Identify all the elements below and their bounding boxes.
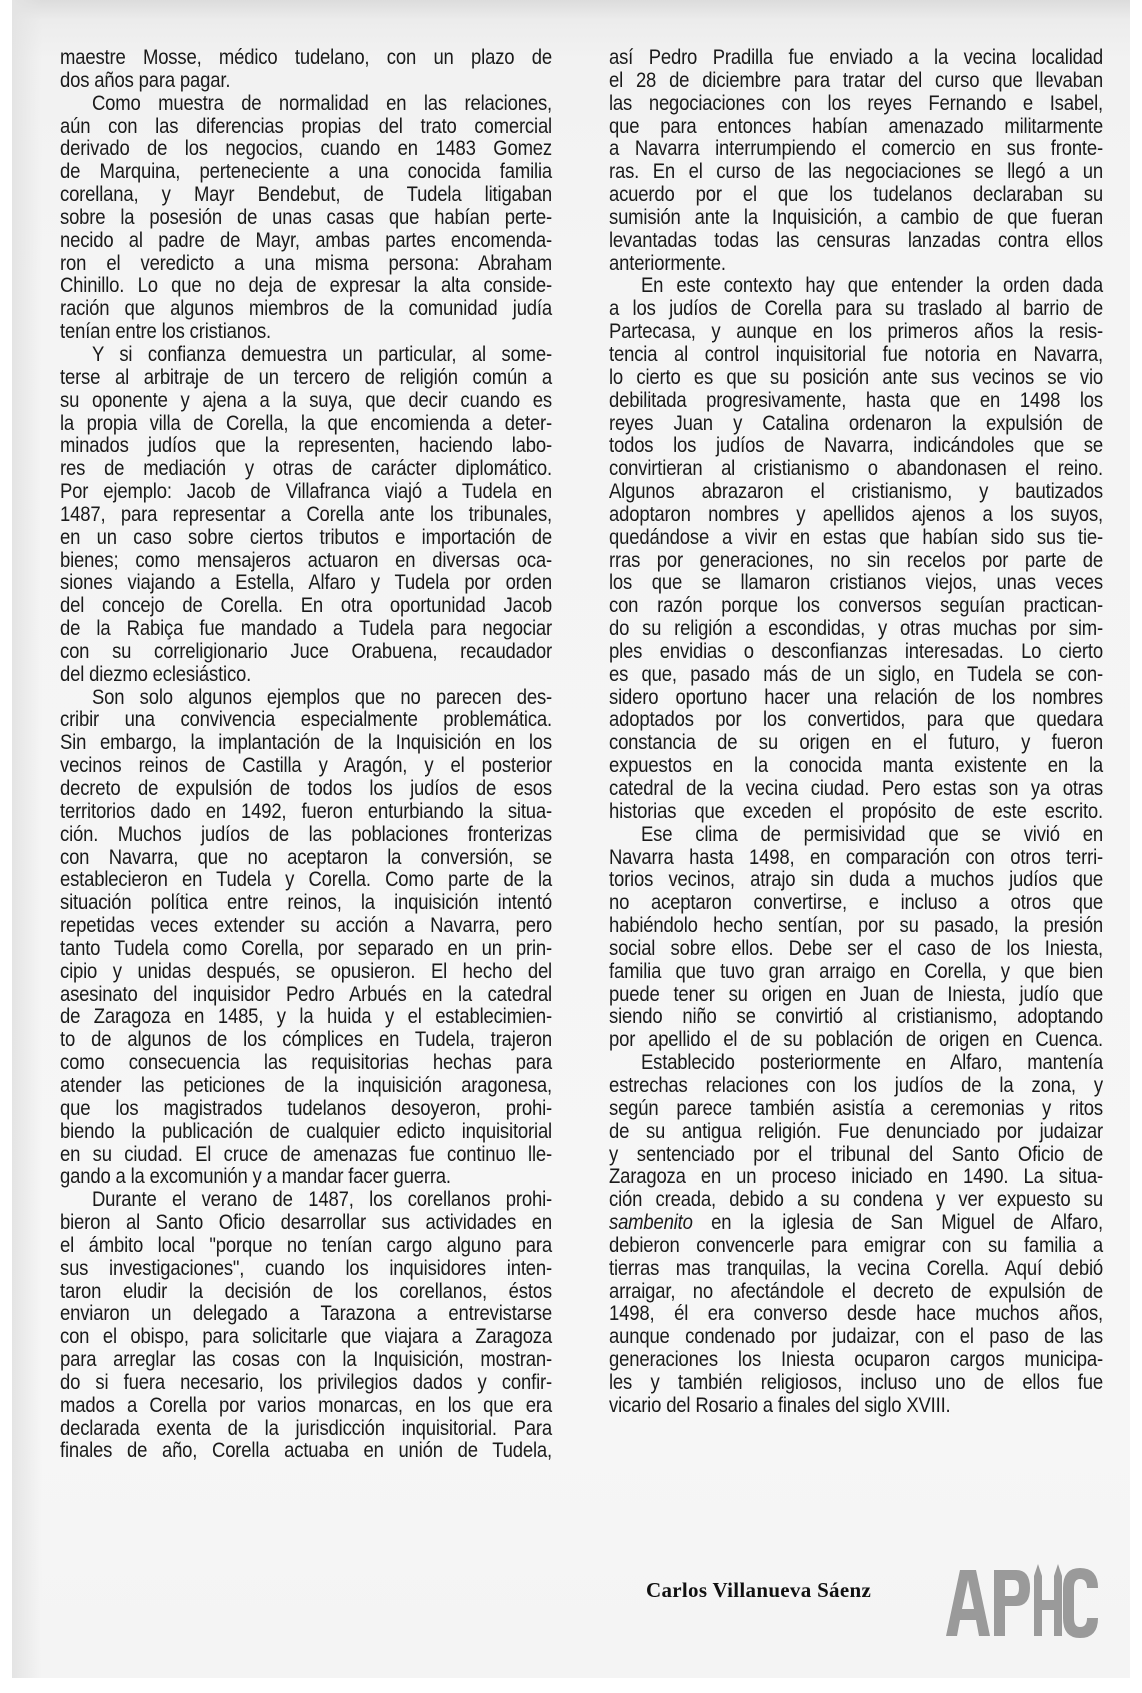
text-line: dos años para pagar. — [60, 67, 231, 92]
text-line: derivado de los negocios, cuando en 1483 Gomez — [60, 136, 553, 161]
text-line: el 28 de diciembre para tratar del curso que llevaban — [609, 67, 1104, 92]
text-line: arraigar, no afectándole el decreto de expulsión de — [609, 1278, 1103, 1303]
text-line: siendo niño se convirtió al cristianismo, adoptando — [609, 1004, 1104, 1029]
text-line: ración que algunos miembros de la comunidad judía — [60, 296, 553, 321]
aphc-logo — [942, 1562, 1102, 1642]
text-line: el ámbito local "porque no tenían cargo alguno para — [60, 1232, 553, 1257]
text-line: tenían entre los cristianos. — [60, 319, 272, 344]
text-line: así Pedro Pradilla fue enviado a la vecina localidad — [609, 45, 1103, 69]
text-line: ron el veredicto a una misma persona: Abraham — [60, 250, 553, 275]
text-line: tierras mas tranquilas, la vecina Corella. Aquí debió — [609, 1255, 1103, 1280]
text-line: ples envidias o desconfianzas interesadas. Lo cierto — [609, 638, 1104, 663]
text-line: asesinato del inquisidor Pedro Arbués en la catedral — [60, 981, 553, 1006]
text-line: sidero oportuno hacer una relación de los nombres — [609, 684, 1104, 709]
text-line: decreto de expulsión de todos los judíos de esos — [60, 776, 553, 800]
text-line: les y también religiosos, incluso uno de ellos fue — [609, 1369, 1104, 1394]
text-line: territorios dado en 1492, fueron enturbiando la situa- — [60, 798, 553, 823]
text-line: reyes Juan y Catalina ordenaron la expulsión de — [609, 410, 1103, 435]
text-line: generaciones los Iniesta ocuparon cargos municipa- — [609, 1347, 1104, 1372]
text-line: con el obispo, para solicitarle que viajara a Zaragoza — [60, 1324, 553, 1349]
text-line: tanto Tudela como Corella, por separado en un prin- — [60, 935, 553, 960]
text-line: puede tener su origen en Juan de Iniesta, judío que — [609, 981, 1104, 1006]
text-line: torios vecinos, atrajo sin duda a muchos judíos que — [609, 867, 1103, 892]
text-line: rras por generaciones, no sin recelos por parte de — [609, 547, 1104, 572]
text-line: las negociaciones con los reyes Fernando e Isabel, — [609, 90, 1104, 115]
text-line: aunque condenado por judaizar, con el paso de las — [609, 1324, 1104, 1349]
text-line: de su antigua religión. Fue denunciado por judaizar — [609, 1118, 1104, 1143]
text-line: ras. En el curso de las negociaciones se llegó a un — [609, 159, 1103, 184]
text-line: de Zaragoza en 1485, y la huida y el establecimien- — [60, 1004, 553, 1029]
text-line: con su correligionario Juce Orabuena, recaudador — [60, 638, 553, 663]
text-line: Sin embargo, la implantación de la Inquisición en los — [60, 730, 553, 755]
text-line: establecieron en Tudela y Corella. Como parte de la — [60, 867, 553, 892]
text-line: habiéndolo hecho sentían, por su pasado, la presión — [609, 913, 1104, 938]
text-line: Ese clima de permisividad que se vivió en — [641, 821, 1104, 846]
text-line: catedral de la vecina ciudad. Pero estas son ya otras — [609, 776, 1104, 800]
text-line: taron eludir la decisión de los corellanos, éstos — [60, 1278, 553, 1303]
text-line: res de mediación y otras de carácter diplomático. — [60, 456, 553, 481]
left-column — [60, 46, 552, 1462]
text-line: Chinillo. Lo que no deja de expresar la alta conside- — [60, 273, 553, 298]
text-line: ción creada, debido a su condena y ver expuesto su — [609, 1187, 1103, 1212]
logo-letters — [946, 1564, 1098, 1638]
text-line: que para entonces habían amenazado militarmente — [609, 113, 1104, 138]
text-line: quedándose a vivir en estas que habían sido sus tie- — [609, 524, 1103, 549]
text-line: a Navarra interrumpiendo el comercio en sus fronte- — [609, 136, 1104, 161]
text-line: con razón porque los conversos seguían practican- — [609, 593, 1103, 618]
text-line: no aceptaron convertirse, e incluso a otros que — [609, 890, 1104, 915]
text-line: siones viajando a Estella, Alfaro y Tudela por orden — [60, 570, 553, 595]
author-signature: Carlos Villanueva Sáenz — [646, 1578, 872, 1602]
text-line: del diezmo eclesiástico. — [60, 661, 252, 686]
text-line: convirtieran al cristianismo o abandonasen el reino. — [609, 456, 1103, 481]
text-line: todos los judíos de Navarra, indicándoles que se — [609, 433, 1104, 458]
text-line: lo cierto es que su posición ante sus vecinos se vio — [609, 364, 1104, 389]
text-line: terse al arbitraje de un tercero de religión común a — [60, 364, 553, 389]
text-line: sobre la posesión de unas casas que habían perte- — [60, 204, 552, 229]
text-line: do su religión a escondidas, y otras muchas por sim- — [609, 616, 1103, 641]
text-line: a los judíos de Corella para su traslado al barrio de — [609, 296, 1104, 321]
text-line: necido al padre de Mayr, ambas partes encomenda- — [60, 227, 553, 252]
text-line: Navarra hasta 1498, en comparación con otros terri- — [609, 844, 1104, 869]
text-line: para arreglar las cosas con la Inquisición, mostran- — [60, 1347, 553, 1372]
text-line: 1498, él era converso desde hace muchos años, — [609, 1301, 1104, 1326]
text-line: Durante el verano de 1487, los corellanos prohi- — [92, 1187, 553, 1212]
text-line: 1487, para representar a Corella ante los tribunales, — [60, 501, 553, 526]
text-line: Son solo algunos ejemplos que no parecen des- — [92, 684, 553, 709]
text-line: vicario del Rosario a finales del siglo XVIII. — [609, 1392, 951, 1417]
text-line: Algunos abrazaron el cristianismo, y bautizados — [609, 479, 1104, 504]
text-line: social sobre ellos. Debe ser el caso de los Iniesta, — [609, 935, 1104, 960]
text-line: atender las peticiones de la inquisición aragonesa, — [60, 1072, 553, 1097]
text-line: adoptados por los convertidos, para que quedara — [609, 707, 1104, 732]
text-line: acuerdo por el que los tudelanos declaraban su — [609, 182, 1104, 207]
text-line: vecinos reinos de Castilla y Aragón, y el posterior — [60, 753, 553, 778]
text-line: cribir una convivencia especialmente problemática. — [60, 707, 553, 732]
text-line: de Marquina, perteneciente a una conocida familia — [60, 159, 553, 184]
text-line: adoptaron nombres y apellidos ajenos a los suyos, — [609, 501, 1103, 526]
text-line: mados a Corella por varios monarcas, en los que era — [60, 1392, 553, 1417]
text-line: declarada exenta de la jurisdicción inquisitorial. Para — [60, 1415, 553, 1440]
text-line: del concejo de Corella. En otra oportunidad Jacob — [60, 593, 553, 618]
text-line: estrechas relaciones con los judíos de la zona, y — [609, 1072, 1104, 1097]
text-line: los que se llamaron cristianos viejos, unas veces — [609, 570, 1103, 595]
text-line: to de algunos de los cómplices en Tudela, trajeron — [60, 1027, 553, 1052]
text-line: Por ejemplo: Jacob de Villafranca viajó a Tudela en — [60, 479, 553, 504]
text-line: finales de año, Corella actuaba en unión de Tudela, — [60, 1438, 553, 1463]
text-line: es que, pasado más de un siglo, en Tudela se con- — [609, 661, 1103, 686]
text-line: Zaragoza en un proceso iniciado en 1490. La situa- — [609, 1164, 1103, 1189]
text-line: y sentenciado por el tribunal del Santo Oficio de — [609, 1141, 1104, 1166]
text-line: Partecasa, y aunque en los primeros años la resis- — [609, 319, 1104, 344]
text-line: por apellido el de su población de origen en Cuenca. — [609, 1027, 1103, 1052]
text-line: gando a la excomunión y a mandar facer guerra. — [60, 1164, 451, 1189]
text-line: historias que exceden el propósito de este escrito. — [609, 798, 1103, 823]
text-line: maestre Mosse, médico tudelano, con un plazo de — [60, 45, 553, 69]
text-line: según parece también asistía a ceremonias y ritos — [609, 1095, 1104, 1120]
text-line: debilitada progresivamente, hasta que en 1498 los — [609, 387, 1103, 412]
text-line: Como muestra de normalidad en las relaciones, — [92, 90, 553, 115]
text-line: constancia de su origen en el futuro, y fueron — [609, 730, 1104, 755]
text-line: en su ciudad. El cruce de amenazas fue continuo lle- — [60, 1141, 553, 1166]
text-line: levantadas todas las censuras lanzadas contra ellos — [609, 227, 1103, 252]
text-line: su oponente y ajena a la suya, que decir cuando es — [60, 387, 553, 412]
text-line: sambenito en la iglesia de San Miguel de Alfaro, — [609, 1210, 1104, 1235]
scanned-page — [12, 0, 1130, 1678]
text-line: bienes; como mensajeros actuaron en diversas oca- — [60, 547, 553, 572]
text-line: biendo la publicación de cualquier edicto inquisitorial — [60, 1118, 553, 1143]
text-line: bieron al Santo Oficio desarrollar sus actividades en — [60, 1210, 553, 1235]
text-line: la propia villa de Corella, la que encomienda a deter- — [60, 410, 553, 435]
text-line: ción. Muchos judíos de las poblaciones fronterizas — [60, 821, 553, 846]
text-line: corellana, y Mayr Bendebut, de Tudela litigaban — [60, 182, 553, 207]
text-line: repetidas veces extender su acción a Navarra, pero — [60, 913, 553, 938]
text-line: sumisión ante la Inquisición, a cambio de que fueran — [609, 204, 1103, 229]
text-line: familia que tuvo gran arraigo en Corella, y que bien — [609, 958, 1104, 983]
text-line: que los magistrados tudelanos desoyeron, prohi- — [60, 1095, 553, 1120]
text-line: Y si confianza demuestra un particular, al some- — [92, 341, 553, 366]
text-line: aún con las diferencias propias del trato comercial — [60, 113, 552, 138]
text-line: sus investigaciones", cuando los inquisidores inten- — [60, 1255, 553, 1280]
text-line: debieron convencerle para emigrar con su familia a — [609, 1232, 1104, 1257]
text-line: expuestos en la conocida manta existente en la — [609, 753, 1104, 778]
text-line: Establecido posteriormente en Alfaro, mantenía — [641, 1050, 1103, 1075]
text-line: en un caso sobre ciertos tributos e importación de — [60, 524, 553, 549]
text-line: con Navarra, que no aceptaron la conversión, se — [60, 844, 553, 869]
text-line: tencia al control inquisitorial fue notoria en Navarra, — [609, 341, 1103, 366]
text-line: anteriormente. — [609, 250, 726, 275]
text-line: situación política entre reinos, la inquisición intentó — [60, 890, 553, 915]
text-line: enviaron un delegado a Tarazona a entrevistarse — [60, 1301, 553, 1326]
text-line: como consecuencia las requisitorias hechas para — [60, 1050, 553, 1075]
text-line: cipio y unidas después, se opusieron. El hecho del — [60, 958, 553, 983]
text-line: do si fuera necesario, los privilegios dados y confir- — [60, 1369, 553, 1394]
text-line: de la Rabiça fue mandado a Tudela para negociar — [60, 616, 552, 641]
text-line: En este contexto hay que entender la orden dada — [641, 273, 1103, 298]
right-column — [609, 46, 1103, 1417]
text-line: minados judíos que la representen, haciendo labo- — [60, 433, 552, 458]
